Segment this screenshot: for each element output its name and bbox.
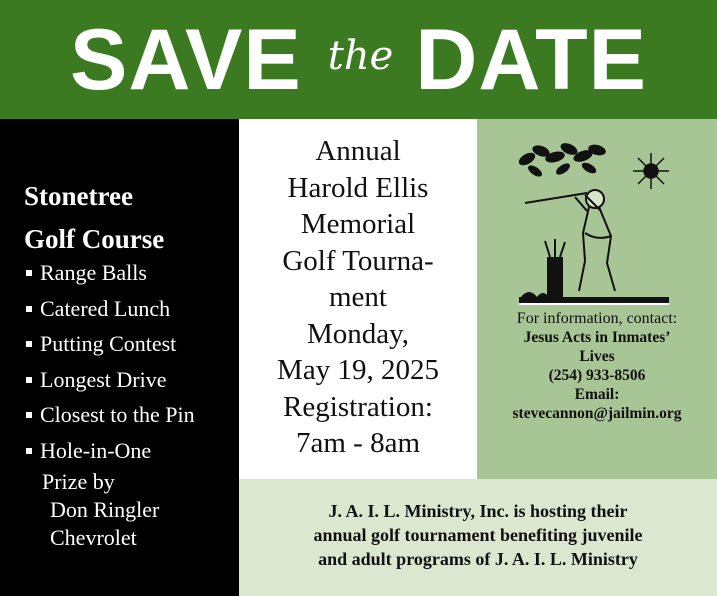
event-date-line: Monday, xyxy=(306,317,410,350)
amenities-list xyxy=(24,255,195,552)
prize-item xyxy=(24,433,195,553)
sun-icon xyxy=(633,153,669,189)
tree-leaves-icon xyxy=(517,141,607,179)
contact-org-line-2: Lives xyxy=(579,348,615,365)
save-word: SAVE xyxy=(69,11,302,108)
registration-line: Registration: xyxy=(283,390,433,423)
contact-org-line-1: Jesus Acts in Inmates’ xyxy=(523,329,671,346)
registration-time: 7am - 8am xyxy=(295,427,420,459)
event-line: Harold Ellis xyxy=(287,171,429,204)
venue-name xyxy=(24,175,164,261)
venue-line-2: Golf Course xyxy=(24,224,165,254)
venue-panel xyxy=(0,119,239,596)
contact-intro: For information, contact: xyxy=(516,310,678,327)
event-panel xyxy=(239,119,477,479)
contact-info xyxy=(477,309,717,423)
amenity-item: Longest Drive xyxy=(24,362,195,398)
description-line: and adult programs of J. A. I. L. Ministry xyxy=(318,549,638,569)
description-line: J. A. I. L. Ministry, Inc. is hosting their xyxy=(328,501,628,521)
venue-line-1: Stonetree xyxy=(24,181,133,211)
event-details xyxy=(239,133,477,462)
prize-line-3: Don Ringler xyxy=(50,497,160,522)
prize-line-2: Prize by xyxy=(42,469,115,494)
event-line: Memorial xyxy=(300,208,416,240)
prize-line-1: Hole-in-One xyxy=(40,437,152,463)
contact-panel xyxy=(477,119,717,479)
contact-email-label: Email: xyxy=(574,386,620,403)
event-line: Annual xyxy=(315,135,401,167)
amenity-item: Catered Lunch xyxy=(24,291,195,327)
amenity-item: Putting Contest xyxy=(24,326,195,362)
contact-phone: (254) 933-8506 xyxy=(548,367,646,384)
amenity-item: Range Balls xyxy=(24,255,195,291)
contact-email: stevecannon@jailmin.org xyxy=(512,405,682,422)
save-the-date-title xyxy=(0,0,717,119)
event-line: Golf Tourna- xyxy=(282,244,434,277)
description-panel xyxy=(239,479,717,596)
prize-line-4: Chevrolet xyxy=(50,525,137,550)
description-line: annual golf tournament benefiting juvenile xyxy=(313,525,643,545)
description-text xyxy=(239,499,717,571)
header-banner xyxy=(0,0,717,119)
the-word: the xyxy=(327,32,394,79)
golfer-icon xyxy=(515,141,675,311)
date-word: DATE xyxy=(415,11,648,108)
event-date-line: May 19, 2025 xyxy=(277,354,439,386)
amenity-item: Closest to the Pin xyxy=(24,397,195,433)
golf-bag-icon xyxy=(545,239,565,297)
event-line: ment xyxy=(329,281,387,313)
